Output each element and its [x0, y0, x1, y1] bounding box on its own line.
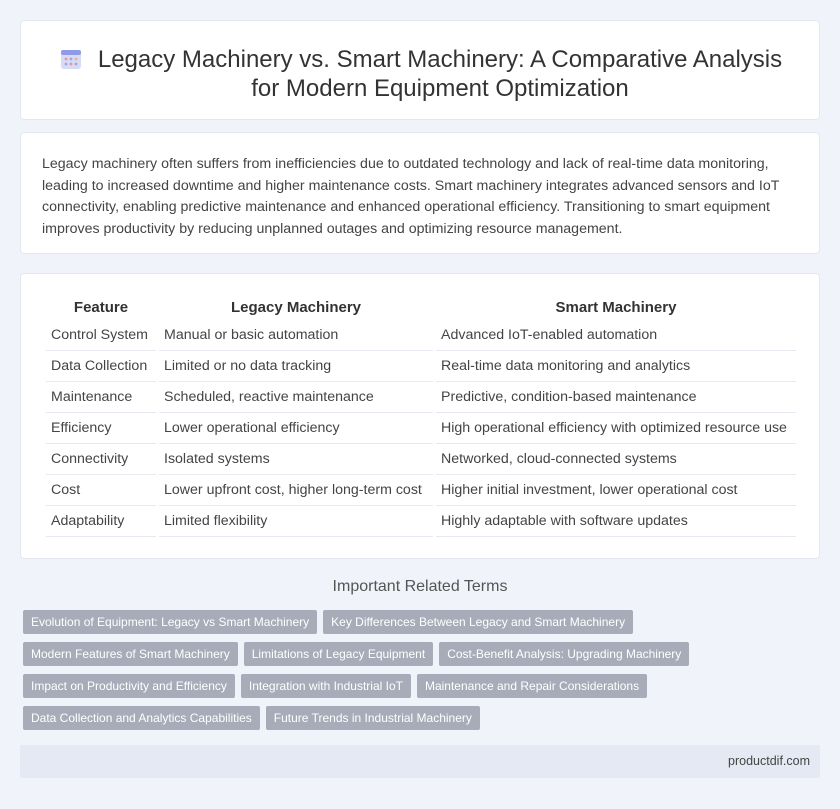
related-terms-tags — [23, 610, 823, 738]
table-cell: Data Collection — [46, 351, 156, 382]
table-row — [46, 351, 796, 382]
footer-site-link[interactable]: productdif.com — [728, 754, 810, 768]
table-cell: Highly adaptable with software updates — [436, 506, 796, 537]
table-cell: Lower operational efficiency — [159, 413, 433, 444]
related-term-tag[interactable]: Impact on Productivity and Efficiency — [23, 674, 235, 698]
table-cell: Real-time data monitoring and analytics — [436, 351, 796, 382]
table-cell: Control System — [46, 320, 156, 351]
related-term-tag[interactable]: Future Trends in Industrial Machinery — [266, 706, 480, 730]
table-row — [46, 320, 796, 351]
comparison-card — [20, 273, 820, 559]
tag-row — [23, 706, 823, 730]
table-row — [46, 506, 796, 537]
tag-row — [23, 610, 823, 634]
related-term-tag[interactable]: Integration with Industrial IoT — [241, 674, 411, 698]
related-term-tag[interactable]: Limitations of Legacy Equipment — [244, 642, 433, 666]
table-cell: Maintenance — [46, 382, 156, 413]
related-terms-title: Important Related Terms — [332, 578, 508, 595]
table-row — [46, 382, 796, 413]
table-cell: Limited or no data tracking — [159, 351, 433, 382]
table-row — [46, 413, 796, 444]
header-smart: Smart Machinery — [555, 298, 677, 316]
related-term-tag[interactable]: Evolution of Equipment: Legacy vs Smart Machinery — [23, 610, 317, 634]
header-legacy: Legacy Machinery — [230, 298, 362, 316]
table-header-row — [46, 294, 796, 320]
table-cell: Adaptability — [46, 506, 156, 537]
table-cell: Manual or basic automation — [159, 320, 433, 351]
header-feature: Feature — [73, 298, 129, 316]
footer — [20, 745, 820, 778]
table-cell: Predictive, condition-based maintenance — [436, 382, 796, 413]
page-title: Legacy Machinery vs. Smart Machinery: A Comparative Analysis for Modern Equipment Optimization — [97, 46, 783, 102]
table-row — [46, 444, 796, 475]
related-term-tag[interactable]: Maintenance and Repair Considerations — [417, 674, 647, 698]
table-cell: High operational efficiency with optimized resource use — [436, 413, 796, 444]
table-cell: Higher initial investment, lower operational cost — [436, 475, 796, 506]
table-cell: Advanced IoT-enabled automation — [436, 320, 796, 351]
table-cell: Connectivity — [46, 444, 156, 475]
related-term-tag[interactable]: Data Collection and Analytics Capabilities — [23, 706, 260, 730]
table-row — [46, 475, 796, 506]
intro-card — [20, 132, 820, 254]
title-card — [20, 20, 820, 120]
table-cell: Lower upfront cost, higher long-term cost — [159, 475, 433, 506]
related-term-tag[interactable]: Modern Features of Smart Machinery — [23, 642, 238, 666]
calendar-grid-icon — [60, 48, 82, 70]
table-cell: Efficiency — [46, 413, 156, 444]
comparison-table — [43, 294, 799, 537]
intro-paragraph: Legacy machinery often suffers from inefficiencies due to outdated technology and lack of real-time data monitoring, leading to increased downtime and higher maintenance costs. Smart machinery integrates advanced sensors and IoT connectivity, enabling predictive maintenance and enhanced operational efficiency. Transitioning to smart equipment improves productivity by reducing unplanned outages and optimizing resource management. — [42, 156, 780, 237]
table-cell: Scheduled, reactive maintenance — [159, 382, 433, 413]
related-term-tag[interactable]: Key Differences Between Legacy and Smart Machinery — [323, 610, 633, 634]
table-cell: Cost — [46, 475, 156, 506]
tag-row — [23, 642, 823, 666]
table-cell: Limited flexibility — [159, 506, 433, 537]
tag-row — [23, 674, 823, 698]
table-cell: Isolated systems — [159, 444, 433, 475]
related-term-tag[interactable]: Cost-Benefit Analysis: Upgrading Machinery — [439, 642, 689, 666]
table-cell: Networked, cloud-connected systems — [436, 444, 796, 475]
